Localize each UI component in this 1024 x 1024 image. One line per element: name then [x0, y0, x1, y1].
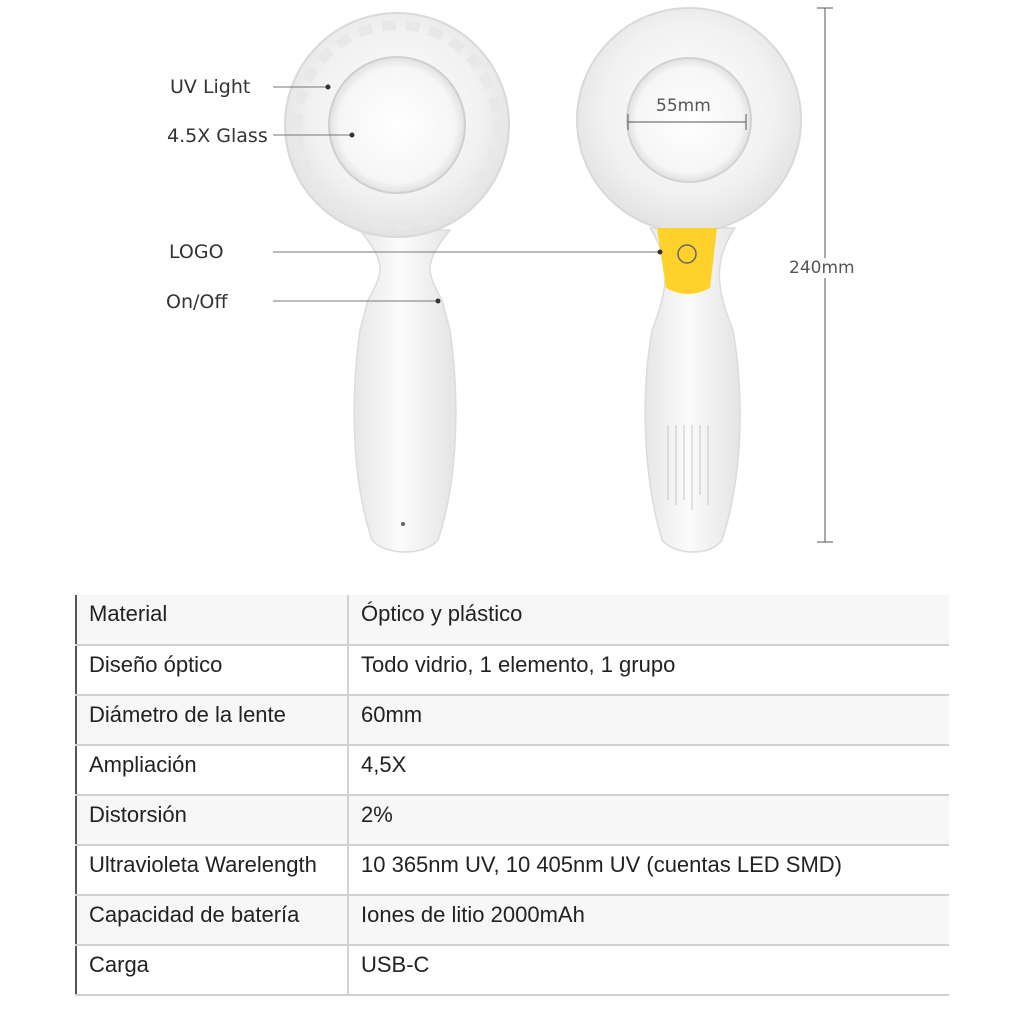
spec-label: Ultravioleta Warelength: [76, 845, 348, 895]
spec-label: Ampliación: [76, 745, 348, 795]
spec-value: 4,5X: [348, 745, 949, 795]
spec-label: Distorsión: [76, 795, 348, 845]
spec-label: Material: [76, 595, 348, 645]
spec-label: Diámetro de la lente: [76, 695, 348, 745]
table-row: [76, 695, 949, 745]
spec-value: Iones de litio 2000mAh: [348, 895, 949, 945]
logo-badge: [657, 228, 717, 294]
table-row: [76, 895, 949, 945]
table-row: [76, 595, 949, 645]
glass-label: 4.5X Glass: [167, 125, 268, 147]
on-off-label: On/Off: [166, 291, 228, 313]
length-dimension-label: 240mm: [789, 258, 855, 278]
spec-value: Todo vidrio, 1 elemento, 1 grupo: [348, 645, 949, 695]
spec-value: 60mm: [348, 695, 949, 745]
table-row: [76, 745, 949, 795]
specs-table: [75, 595, 949, 996]
uv-light-label: UV Light: [170, 76, 251, 98]
spec-value: 2%: [348, 795, 949, 845]
logo-label: LOGO: [169, 241, 224, 263]
spec-value: Óptico y plástico: [348, 595, 949, 645]
table-row: [76, 795, 949, 845]
table-row: [76, 845, 949, 895]
spec-value: 10 365nm UV, 10 405nm UV (cuentas LED SMD): [348, 845, 949, 895]
magnifier-front: [285, 13, 509, 552]
lens-dimension-label: 55mm: [656, 96, 711, 116]
table-row: [76, 645, 949, 695]
spec-label: Capacidad de batería: [76, 895, 348, 945]
magnifier-back: [577, 8, 801, 552]
spec-label: Carga: [76, 945, 348, 995]
spec-value: USB-C: [348, 945, 949, 995]
table-row: [76, 945, 949, 995]
spec-label: Diseño óptico: [76, 645, 348, 695]
